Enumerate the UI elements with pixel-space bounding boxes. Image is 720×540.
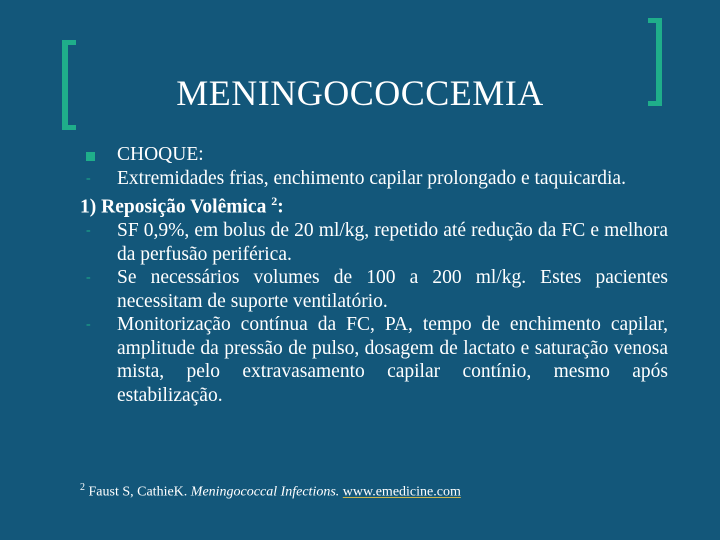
square-bullet-icon — [86, 152, 95, 161]
list-item — [80, 313, 668, 407]
left-bracket-decoration — [62, 40, 76, 130]
footnote-number: 2 — [80, 482, 85, 493]
right-bracket-decoration — [648, 18, 662, 106]
heading-row — [80, 143, 668, 167]
list-item — [80, 167, 668, 191]
heading-choque: CHOQUE: — [117, 144, 204, 165]
footnote-link[interactable]: www.emedicine.com — [342, 484, 461, 500]
item-text: Monitorização contínua da FC, PA, tempo de enchimento capilar, amplitude da pressão de pulso, dosagem de lactato e saturação venosa mista, pelo extravasamento capilar contínio, mesmo após estabilização. — [117, 314, 668, 406]
list-item — [80, 266, 668, 313]
dash-bullet-icon: - — [86, 223, 91, 238]
footnote — [80, 479, 461, 502]
item-text: Extremidades frias, enchimento capilar prolongado e taquicardia. — [117, 167, 626, 189]
dash-bullet-icon: - — [86, 317, 91, 332]
footnote-work: Meningococcal Infections. — [190, 484, 340, 500]
subheading-row — [80, 190, 668, 219]
subheading-text: 1) Reposição Volêmica — [80, 196, 267, 218]
dash-bullet-icon: - — [86, 270, 91, 285]
slide-body — [80, 143, 668, 407]
dash-bullet-icon: - — [86, 170, 91, 186]
item-text: SF 0,9%, em bolus de 20 ml/kg, repetido até redução da FC e melhora da perfusão periférica. — [117, 220, 668, 265]
footnote-authors: Faust S, CathieK. — [88, 484, 188, 500]
subheading-colon: : — [277, 196, 284, 218]
subheading-footnote-ref: 2 — [271, 194, 278, 208]
list-item — [80, 219, 668, 266]
item-text: Se necessários volumes de 100 a 200 ml/kg. Estes pacientes necessitam de suporte ventilatório. — [117, 267, 668, 312]
slide-title: MENINGOCOCCEMIA — [176, 73, 544, 113]
